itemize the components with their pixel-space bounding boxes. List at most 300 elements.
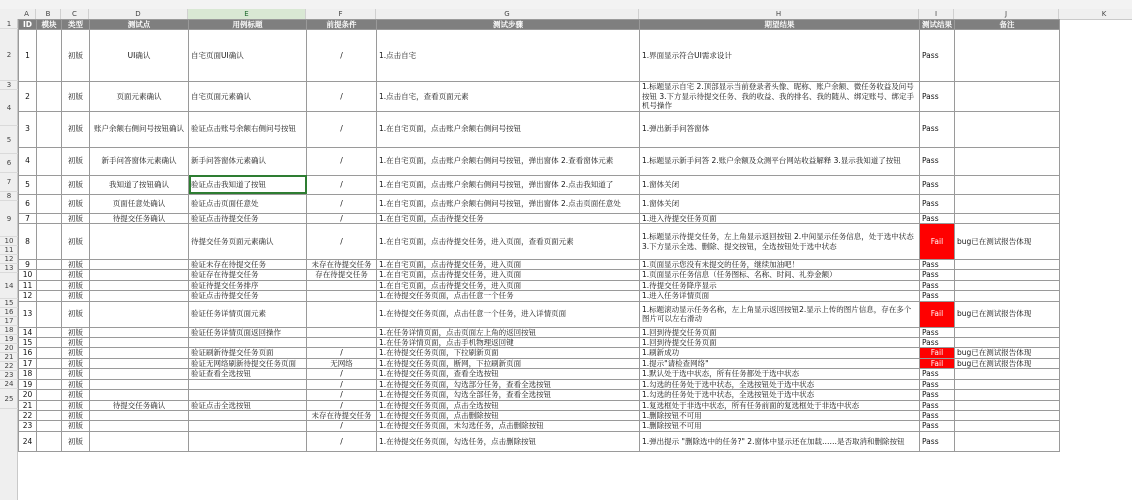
cell-pre[interactable]: / — [307, 421, 377, 431]
cell-expect[interactable]: 1.页面显示您没有未提交的任务，继续加油吧！ — [640, 260, 920, 270]
cell-note[interactable] — [955, 369, 1060, 379]
header-id[interactable]: ID — [19, 20, 37, 30]
header-result[interactable]: 测试结果 — [920, 20, 955, 30]
row-number[interactable]: 1 — [0, 19, 18, 29]
column-letter-g[interactable]: G — [376, 9, 639, 19]
cell-steps[interactable]: 1.在自宅页面，点击待提交任务 — [377, 213, 640, 223]
cell-pre[interactable]: / — [307, 30, 377, 82]
cell-type[interactable]: 初版 — [62, 379, 90, 389]
cell-id[interactable]: 23 — [19, 421, 37, 431]
cell-module[interactable] — [37, 431, 62, 451]
cell-steps[interactable]: 1.在自宅页面，点击待提交任务，进入页面 — [377, 280, 640, 290]
row-number[interactable]: 12 — [0, 255, 18, 264]
cell-result[interactable]: Pass — [920, 400, 955, 410]
cell-type[interactable]: 初版 — [62, 147, 90, 175]
cell-result[interactable]: Pass — [920, 390, 955, 400]
cell-id[interactable]: 11 — [19, 280, 37, 290]
cell-pre[interactable]: / — [307, 390, 377, 400]
cell-pre[interactable]: 未存在待提交任务 — [307, 410, 377, 420]
cell-module[interactable] — [37, 147, 62, 175]
cell-expect[interactable]: 1.勾选的任务处于选中状态，全选按钮处于选中状态 — [640, 390, 920, 400]
cell-module[interactable] — [37, 270, 62, 280]
cell-note[interactable]: bug已在测试报告体现 — [955, 348, 1060, 358]
column-letter-b[interactable]: B — [36, 9, 61, 19]
cell-expect[interactable]: 1.标题滚动显示任务名称，左上角显示返回按钮2.显示上传的图片信息，存在多个图片可以左右滑动 — [640, 301, 920, 327]
cell-result[interactable]: Pass — [920, 194, 955, 213]
cell-title[interactable]: 待提交任务页面元素确认 — [189, 224, 307, 260]
cell-type[interactable]: 初版 — [62, 111, 90, 147]
cell-module[interactable] — [37, 194, 62, 213]
cell-id[interactable]: 15 — [19, 338, 37, 348]
column-letter-k[interactable]: K — [1059, 9, 1132, 19]
cell-point[interactable]: 页面元素确认 — [90, 82, 189, 111]
cell-result[interactable]: Pass — [920, 147, 955, 175]
cell-module[interactable] — [37, 390, 62, 400]
cell-note[interactable] — [955, 30, 1060, 82]
cell-steps[interactable]: 1.在待提交任务页面，断网，下拉刷新页面 — [377, 358, 640, 368]
cell-expect[interactable]: 1.弹出提示 "删除选中的任务?" 2.窗体中显示还在加载……是否取消和删除按钮 — [640, 431, 920, 451]
cell-result[interactable]: Fail — [920, 358, 955, 368]
cell-steps[interactable]: 1.点击自宅，查看页面元素 — [377, 82, 640, 111]
cell-id[interactable]: 21 — [19, 400, 37, 410]
cell-type[interactable]: 初版 — [62, 358, 90, 368]
cell-title[interactable]: 验证点击我知道了按钮 — [189, 175, 307, 194]
cell-point[interactable] — [90, 327, 189, 337]
cell-note[interactable] — [955, 111, 1060, 147]
cell-expect[interactable]: 1.刷新成功 — [640, 348, 920, 358]
cell-steps[interactable]: 1.在待提交任务页面，点击任意一个任务 — [377, 291, 640, 301]
cell-module[interactable] — [37, 400, 62, 410]
cell-title[interactable] — [189, 390, 307, 400]
cell-title[interactable]: 验证点击全选按钮 — [189, 400, 307, 410]
cell-result[interactable]: Pass — [920, 82, 955, 111]
cell-steps[interactable]: 1.在任务详情页面，点击手机物理返回键 — [377, 338, 640, 348]
header-row — [19, 20, 1060, 30]
cell-pre[interactable]: / — [307, 82, 377, 111]
cell-point[interactable] — [90, 338, 189, 348]
cell-result[interactable]: Pass — [920, 291, 955, 301]
cell-pre[interactable] — [307, 291, 377, 301]
cell-point[interactable] — [90, 410, 189, 420]
cell-expect[interactable]: 1.默认处于选中状态，所有任务都处于选中状态 — [640, 369, 920, 379]
cell-steps[interactable]: 1.在待提交任务页面，勾选部分任务，查看全选按钮 — [377, 379, 640, 389]
row-number[interactable]: 21 — [0, 353, 18, 362]
cell-steps[interactable]: 1.在自宅页面，点击待提交任务，进入页面 — [377, 270, 640, 280]
column-letter-j[interactable]: J — [954, 9, 1059, 19]
row-number[interactable]: 5 — [0, 126, 18, 154]
table-row — [19, 348, 1060, 358]
cell-result[interactable]: Pass — [920, 338, 955, 348]
cell-title[interactable]: 验证点击待提交任务 — [189, 291, 307, 301]
cell-point[interactable] — [90, 379, 189, 389]
cell-result[interactable]: Pass — [920, 30, 955, 82]
cell-expect[interactable]: 1.删除按钮不可用 — [640, 410, 920, 420]
cell-steps[interactable]: 1.在自宅页面，点击账户余额右侧问号按钮，弹出窗体 2.点击页面任意处 — [377, 194, 640, 213]
cell-title[interactable]: 验证刷新待提交任务页面 — [189, 348, 307, 358]
cell-id[interactable]: 16 — [19, 348, 37, 358]
cell-steps[interactable]: 1.在任务详情页面，点击页面左上角的返回按钮 — [377, 327, 640, 337]
table-row — [19, 358, 1060, 368]
header-type[interactable]: 类型 — [62, 20, 90, 30]
cell-type[interactable]: 初版 — [62, 348, 90, 358]
cell-steps[interactable]: 1.在待提交任务页面，查看全选按钮 — [377, 369, 640, 379]
cell-point[interactable] — [90, 390, 189, 400]
cell-point[interactable] — [90, 224, 189, 260]
row-number[interactable]: 6 — [0, 154, 18, 173]
cell-point[interactable]: 账户余额右侧问号按钮确认 — [90, 111, 189, 147]
cell-expect[interactable]: 1.标题显示新手问答 2.账户余额及众测平台网站收益解释 3.显示我知道了按钮 — [640, 147, 920, 175]
cell-result[interactable]: Pass — [920, 431, 955, 451]
row-number[interactable]: 10 — [0, 237, 18, 246]
row-number[interactable]: 17 — [0, 317, 18, 326]
cell-steps[interactable]: 1.在待提交任务页面，点击删除按钮 — [377, 410, 640, 420]
cell-title[interactable] — [189, 410, 307, 420]
cell-module[interactable] — [37, 369, 62, 379]
cell-expect[interactable]: 1.回到待提交任务页面 — [640, 338, 920, 348]
header-precondition[interactable]: 前提条件 — [307, 20, 377, 30]
cell-type[interactable]: 初版 — [62, 390, 90, 400]
cell-expect[interactable]: 1.删除按钮不可用 — [640, 421, 920, 431]
cell-note[interactable] — [955, 410, 1060, 420]
cell-pre[interactable] — [307, 301, 377, 327]
cell-point[interactable]: 待提交任务确认 — [90, 400, 189, 410]
cell-title[interactable] — [189, 379, 307, 389]
cell-result[interactable]: Pass — [920, 213, 955, 223]
cell-type[interactable]: 初版 — [62, 280, 90, 290]
column-letter-e[interactable]: E — [188, 9, 306, 19]
cell-note[interactable] — [955, 327, 1060, 337]
cell-pre[interactable]: / — [307, 379, 377, 389]
cell-result[interactable]: Pass — [920, 111, 955, 147]
table-row — [19, 410, 1060, 420]
cell-title[interactable] — [189, 338, 307, 348]
table-row — [19, 400, 1060, 410]
cell-id[interactable]: 12 — [19, 291, 37, 301]
table-row — [19, 390, 1060, 400]
row-number[interactable]: 4 — [0, 90, 18, 126]
row-number[interactable]: 9 — [0, 201, 18, 237]
cell-type[interactable]: 初版 — [62, 431, 90, 451]
cell-note[interactable] — [955, 260, 1060, 270]
cell-expect[interactable]: 1.勾选的任务处于选中状态，全选按钮处于选中状态 — [640, 379, 920, 389]
cell-title[interactable]: 自宅页面元素确认 — [189, 82, 307, 111]
cell-note[interactable] — [955, 147, 1060, 175]
cell-expect[interactable]: 1.界面显示符合UI需求设计 — [640, 30, 920, 82]
cell-expect[interactable]: 1.弹出新手问答窗体 — [640, 111, 920, 147]
cell-title[interactable]: 验证点击页面任意处 — [189, 194, 307, 213]
cell-note[interactable] — [955, 280, 1060, 290]
cell-point[interactable] — [90, 348, 189, 358]
cell-result[interactable]: Pass — [920, 260, 955, 270]
cell-module[interactable] — [37, 224, 62, 260]
cell-point[interactable] — [90, 270, 189, 280]
cell-id[interactable]: 6 — [19, 194, 37, 213]
column-letter-f[interactable]: F — [306, 9, 376, 19]
header-module[interactable]: 模块 — [37, 20, 62, 30]
cell-module[interactable] — [37, 358, 62, 368]
row-number[interactable]: 16 — [0, 308, 18, 317]
cell-expect[interactable]: 1.窗体关闭 — [640, 175, 920, 194]
cell-steps[interactable]: 1.在待提交任务页面，勾选任务，点击删除按钮 — [377, 431, 640, 451]
row-number[interactable]: 13 — [0, 264, 18, 273]
cell-point[interactable]: UI确认 — [90, 30, 189, 82]
cell-title[interactable]: 验证待提交任务排序 — [189, 280, 307, 290]
table-row — [19, 270, 1060, 280]
cell-pre[interactable]: / — [307, 400, 377, 410]
cell-result[interactable]: Fail — [920, 224, 955, 260]
cell-point[interactable]: 待提交任务确认 — [90, 213, 189, 223]
cell-module[interactable] — [37, 338, 62, 348]
cell-id[interactable]: 5 — [19, 175, 37, 194]
cell-title[interactable]: 新手问答窗体元素确认 — [189, 147, 307, 175]
cell-point[interactable] — [90, 280, 189, 290]
cell-id[interactable]: 8 — [19, 224, 37, 260]
cell-point[interactable] — [90, 369, 189, 379]
cell-title[interactable]: 验证点击待提交任务 — [189, 213, 307, 223]
row-number[interactable]: 11 — [0, 246, 18, 255]
cell-expect[interactable]: 1.标题显示自宅 2.顶部显示当前登录者头像、昵称、账户余额、微任务收益及问号按钮 3.下方显示待提交任务、我的收益、我的排名、我的随从、绑定账号、绑定手机号操作 — [640, 82, 920, 111]
cell-module[interactable] — [37, 260, 62, 270]
cell-pre[interactable]: 存在待提交任务 — [307, 270, 377, 280]
cell-result[interactable]: Pass — [920, 175, 955, 194]
row-number[interactable]: 24 — [0, 380, 18, 389]
cell-point[interactable] — [90, 421, 189, 431]
cell-title[interactable]: 验证未存在待提交任务 — [189, 260, 307, 270]
table-row — [19, 280, 1060, 290]
cell-result[interactable]: Pass — [920, 369, 955, 379]
cell-note[interactable] — [955, 421, 1060, 431]
cell-module[interactable] — [37, 301, 62, 327]
cell-pre[interactable]: 未存在待提交任务 — [307, 260, 377, 270]
cell-result[interactable]: Pass — [920, 379, 955, 389]
column-letter-i[interactable]: I — [919, 9, 954, 19]
cell-pre[interactable]: / — [307, 431, 377, 451]
cell-note[interactable] — [955, 390, 1060, 400]
row-number[interactable]: 20 — [0, 344, 18, 353]
cell-title[interactable]: 验证任务详情页面元素 — [189, 301, 307, 327]
cell-title[interactable] — [189, 421, 307, 431]
cell-pre[interactable]: / — [307, 175, 377, 194]
header-steps[interactable]: 测试步骤 — [377, 20, 640, 30]
cell-steps[interactable]: 1.在自宅页面，点击账户余额右侧问号按钮 — [377, 111, 640, 147]
cell-pre[interactable]: / — [307, 213, 377, 223]
cell-note[interactable]: bug已在测试报告体现 — [955, 358, 1060, 368]
table-row — [19, 338, 1060, 348]
cell-pre[interactable]: 无网络 — [307, 358, 377, 368]
cell-pre[interactable] — [307, 327, 377, 337]
table-row — [19, 301, 1060, 327]
cell-id[interactable]: 19 — [19, 379, 37, 389]
cell-note[interactable] — [955, 213, 1060, 223]
cell-expect[interactable]: 1.标题显示待提交任务，左上角显示返回按钮 2.中间显示任务信息，处于选中状态 3.下方显示全选、删除、提交按钮，全选按钮处于选中状态 — [640, 224, 920, 260]
cell-point[interactable]: 我知道了按钮确认 — [90, 175, 189, 194]
cell-module[interactable] — [37, 421, 62, 431]
cell-pre[interactable]: / — [307, 111, 377, 147]
cell-id[interactable]: 13 — [19, 301, 37, 327]
cell-steps[interactable]: 1.在待提交任务页面，点击全选按钮 — [377, 400, 640, 410]
cell-steps[interactable]: 1.在待提交任务页面，下拉刷新页面 — [377, 348, 640, 358]
cell-type[interactable]: 初版 — [62, 291, 90, 301]
cell-pre[interactable] — [307, 280, 377, 290]
cell-type[interactable]: 初版 — [62, 400, 90, 410]
cell-pre[interactable]: / — [307, 194, 377, 213]
header-case-title[interactable]: 用例标题 — [189, 20, 307, 30]
cell-point[interactable]: 页面任意处确认 — [90, 194, 189, 213]
cell-module[interactable] — [37, 175, 62, 194]
row-number[interactable]: 23 — [0, 371, 18, 380]
table-row — [19, 260, 1060, 270]
cell-type[interactable]: 初版 — [62, 301, 90, 327]
cell-title[interactable]: 验证点击账号余额右侧问号按钮 — [189, 111, 307, 147]
cell-type[interactable]: 初版 — [62, 82, 90, 111]
cell-type[interactable]: 初版 — [62, 369, 90, 379]
cell-id[interactable]: 18 — [19, 369, 37, 379]
row-number[interactable]: 18 — [0, 326, 18, 335]
cell-title[interactable]: 验证查看全选按钮 — [189, 369, 307, 379]
cell-pre[interactable]: / — [307, 369, 377, 379]
cell-expect[interactable]: 1.提示"请检查网络" — [640, 358, 920, 368]
cell-type[interactable]: 初版 — [62, 338, 90, 348]
row-number[interactable]: 2 — [0, 29, 18, 81]
cell-module[interactable] — [37, 379, 62, 389]
cell-note[interactable]: bug已在测试报告体现 — [955, 301, 1060, 327]
cell-module[interactable] — [37, 111, 62, 147]
cell-note[interactable] — [955, 194, 1060, 213]
column-letter-a[interactable]: A — [18, 9, 36, 19]
cell-id[interactable]: 17 — [19, 358, 37, 368]
cell-steps[interactable]: 1.在待提交任务页面，勾选全部任务，查看全选按钮 — [377, 390, 640, 400]
cell-pre[interactable]: / — [307, 348, 377, 358]
cell-pre[interactable] — [307, 338, 377, 348]
cell-steps[interactable]: 1.在待提交任务页面，点击任意一个任务，进入详情页面 — [377, 301, 640, 327]
column-letter-c[interactable]: C — [61, 9, 89, 19]
row-number[interactable]: 7 — [0, 173, 18, 192]
cell-title[interactable]: 自宅页面UI确认 — [189, 30, 307, 82]
cell-steps[interactable]: 1.点击自宅 — [377, 30, 640, 82]
cell-id[interactable]: 14 — [19, 327, 37, 337]
cell-expect[interactable]: 1.回到待提交任务页面 — [640, 327, 920, 337]
column-letter-d[interactable]: D — [89, 9, 188, 19]
cell-steps[interactable]: 1.在自宅页面，点击账户余额右侧问号按钮，弹出窗体 2.查看窗体元素 — [377, 147, 640, 175]
table-row — [19, 30, 1060, 82]
cell-steps[interactable]: 1.在自宅页面，点击账户余额右侧问号按钮，弹出窗体 2.点击我知道了 — [377, 175, 640, 194]
cell-module[interactable] — [37, 30, 62, 82]
cell-steps[interactable]: 1.在待提交任务页面，未勾选任务，点击删除按钮 — [377, 421, 640, 431]
cell-result[interactable]: Pass — [920, 270, 955, 280]
cell-title[interactable]: 验证任务详情页面返回操作 — [189, 327, 307, 337]
cell-id[interactable]: 3 — [19, 111, 37, 147]
row-number[interactable]: 8 — [0, 192, 18, 201]
header-expected[interactable]: 期望结果 — [640, 20, 920, 30]
cell-expect[interactable]: 1.进入任务详情页面 — [640, 291, 920, 301]
cell-id[interactable]: 10 — [19, 270, 37, 280]
cell-id[interactable]: 7 — [19, 213, 37, 223]
cell-id[interactable]: 4 — [19, 147, 37, 175]
cell-title[interactable]: 验证无网络刷新待提交任务页面 — [189, 358, 307, 368]
cell-type[interactable]: 初版 — [62, 30, 90, 82]
cell-module[interactable] — [37, 291, 62, 301]
cell-type[interactable]: 初版 — [62, 213, 90, 223]
cell-module[interactable] — [37, 348, 62, 358]
cell-type[interactable]: 初版 — [62, 270, 90, 280]
row-number[interactable]: 15 — [0, 299, 18, 308]
cell-note[interactable] — [955, 431, 1060, 451]
cell-expect[interactable]: 1.页面显示任务信息（任务图标、名称、时间、礼券金额） — [640, 270, 920, 280]
cell-type[interactable]: 初版 — [62, 224, 90, 260]
cell-note[interactable] — [955, 82, 1060, 111]
cell-module[interactable] — [37, 410, 62, 420]
cell-type[interactable]: 初版 — [62, 410, 90, 420]
cell-type[interactable]: 初版 — [62, 421, 90, 431]
cell-pre[interactable]: / — [307, 224, 377, 260]
cell-id[interactable]: 24 — [19, 431, 37, 451]
cell-note[interactable] — [955, 175, 1060, 194]
cell-expect[interactable]: 1.窗体关闭 — [640, 194, 920, 213]
cell-expect[interactable]: 1.进入待提交任务页面 — [640, 213, 920, 223]
cell-note[interactable] — [955, 291, 1060, 301]
cell-module[interactable] — [37, 213, 62, 223]
cell-result[interactable]: Fail — [920, 348, 955, 358]
cell-id[interactable]: 22 — [19, 410, 37, 420]
cell-steps[interactable]: 1.在自宅页面，点击待提交任务，进入页面，查看页面元素 — [377, 224, 640, 260]
cell-id[interactable]: 9 — [19, 260, 37, 270]
table-row — [19, 111, 1060, 147]
cell-type[interactable]: 初版 — [62, 260, 90, 270]
cell-note[interactable] — [955, 270, 1060, 280]
cell-module[interactable] — [37, 82, 62, 111]
cell-point[interactable] — [90, 358, 189, 368]
cell-point[interactable] — [90, 291, 189, 301]
row-number[interactable]: 22 — [0, 362, 18, 371]
cell-result[interactable]: Pass — [920, 421, 955, 431]
cell-result[interactable]: Pass — [920, 327, 955, 337]
cell-result[interactable]: Pass — [920, 280, 955, 290]
cell-expect[interactable]: 1.复选框处于非选中状态，所有任务前面的复选框处于非选中状态 — [640, 400, 920, 410]
cell-result[interactable]: Pass — [920, 410, 955, 420]
cell-note[interactable]: bug已在测试报告体现 — [955, 224, 1060, 260]
cell-id[interactable]: 2 — [19, 82, 37, 111]
cell-id[interactable]: 1 — [19, 30, 37, 82]
table-row — [19, 194, 1060, 213]
cell-module[interactable] — [37, 280, 62, 290]
cell-point[interactable] — [90, 431, 189, 451]
cell-id[interactable]: 20 — [19, 390, 37, 400]
cell-steps[interactable]: 1.在自宅页面，点击待提交任务，进入页面 — [377, 260, 640, 270]
row-number[interactable]: 14 — [0, 273, 18, 299]
cell-point[interactable] — [90, 260, 189, 270]
column-letter-h[interactable]: H — [639, 9, 919, 19]
cell-point[interactable]: 新手问答窗体元素确认 — [90, 147, 189, 175]
cell-note[interactable] — [955, 379, 1060, 389]
row-number[interactable]: 19 — [0, 335, 18, 344]
cell-title[interactable] — [189, 431, 307, 451]
row-number[interactable]: 25 — [0, 389, 18, 409]
cell-point[interactable] — [90, 301, 189, 327]
cell-type[interactable]: 初版 — [62, 327, 90, 337]
row-number[interactable]: 3 — [0, 81, 18, 90]
header-test-point[interactable]: 测试点 — [90, 20, 189, 30]
cell-expect[interactable]: 1.待提交任务降序显示 — [640, 280, 920, 290]
cell-pre[interactable]: / — [307, 147, 377, 175]
cell-note[interactable] — [955, 400, 1060, 410]
cell-result[interactable]: Fail — [920, 301, 955, 327]
cell-title[interactable]: 验证存在待提交任务 — [189, 270, 307, 280]
header-note[interactable]: 备注 — [955, 20, 1060, 30]
cell-type[interactable]: 初版 — [62, 194, 90, 213]
cell-type[interactable]: 初版 — [62, 175, 90, 194]
cell-note[interactable] — [955, 338, 1060, 348]
cell-module[interactable] — [37, 327, 62, 337]
